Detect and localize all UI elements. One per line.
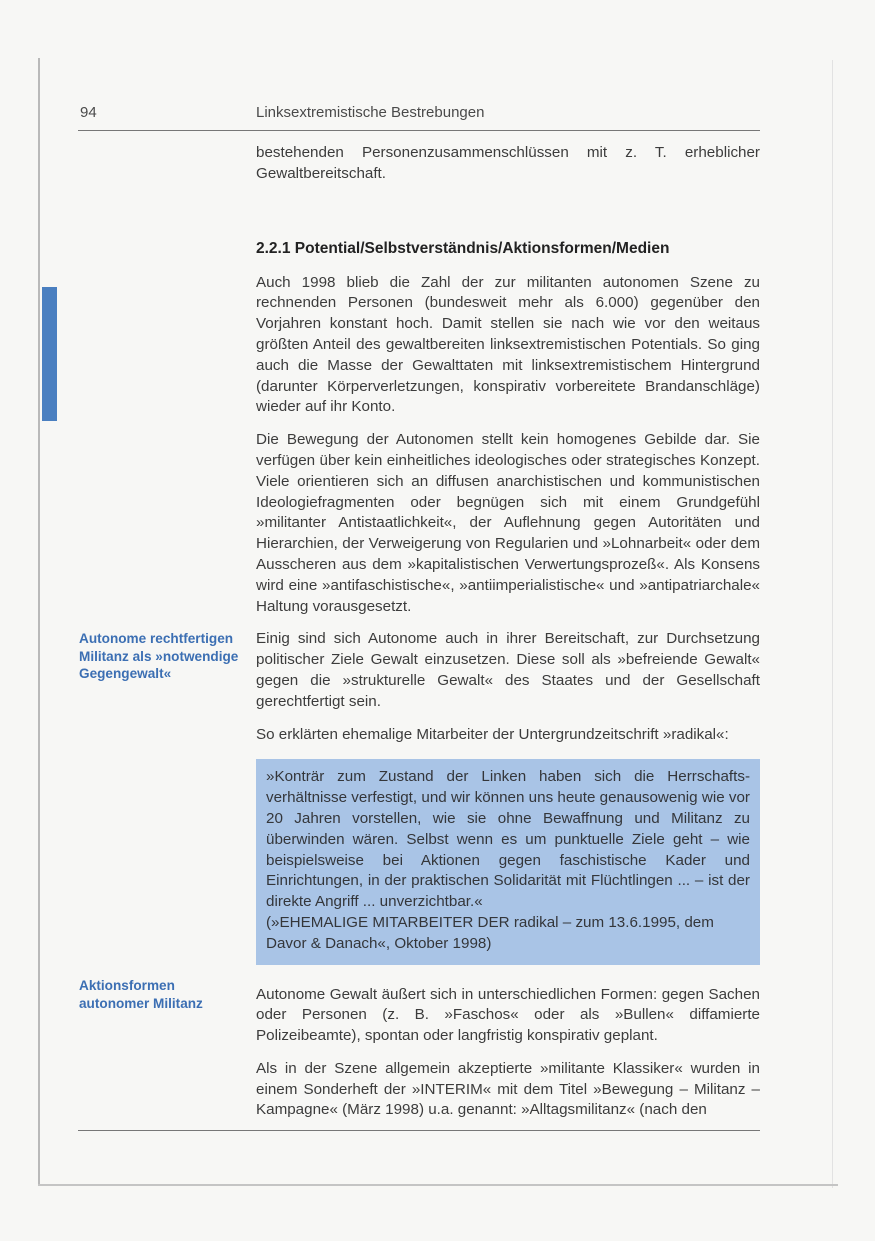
margin-marker-bar (42, 287, 57, 421)
sidenote-aktionsformen: Aktionsformen autonomer Militanz (79, 978, 203, 1011)
scan-edge-bottom (38, 1184, 838, 1186)
quote-source: (»EHEMALIGE MITARBEITER DER radikal – zum 13.6.1995, dem Davor & Danach«, Oktober 1998) (266, 913, 714, 952)
paragraph-intro: bestehenden Personenzusammenschlüssen mit z. T. erheblicher Gewaltbereitschaft. (256, 144, 760, 182)
paragraph-bewegung: Die Bewegung der Autonomen stellt kein homogenes Gebilde dar. Sie verfügen über kein einheitliches ideologisches oder strategisches Konzept. Viele orientieren sich an diffusen anarchistischen und kommunistischen Ideologiefragmenten oder begnügen sich mit einem Grundgefühl »militanter Antistaatlichkeit«, der Auflehnung gegen Autoritäten und Hierarchien, der Verweigerung von Regularien und »Lohnarbeit« oder dem Ausscheren aus dem »kapitalistischen Verwertungsprozeß«. Als Konsens wird eine »antifaschistische«, »antiimperialistische« und »antipatriarchale« Haltung vorausgesetzt. (256, 431, 760, 615)
paragraph-klassiker: Als in der Szene allgemein akzeptierte »militante Klassiker« wurden in einem Sonderheft der »INTERIM« mit dem Titel »Bewegung – Militanz – Kampagne« (März 1998) u.a. genannt: »Alltagsmilitanz« (nach den (256, 1059, 760, 1119)
quote-box (256, 759, 760, 964)
running-title: Linksextremistische Bestrebungen (256, 104, 485, 121)
sidenote-militanz: Autonome rechtfertigen Militanz als »notwendige Gegengewalt« (79, 631, 239, 681)
paragraph-radikal-intro: So erklärten ehemalige Mitarbeiter der Untergrundzeitschrift »radikal«: (256, 725, 729, 743)
header-rule (78, 130, 760, 131)
scan-edge-left (38, 58, 40, 1186)
section-heading: 2.2.1 Potential/Selbstverständnis/Aktionsformen/Medien (256, 239, 670, 257)
scan-edge-right (832, 60, 833, 1188)
footer-rule (78, 1130, 760, 1131)
paragraph-autonome-gewalt: Autonome Gewalt äußert sich in unterschiedlichen Formen: gegen Sachen oder Personen (z. B. »Faschos« oder als »Bullen« diffamierte Polizeibeamte), spontan oder langfristig konspirativ geplant. (256, 985, 760, 1045)
page-number: 94 (80, 104, 97, 121)
quote-text: »Konträr zum Zustand der Linken haben sich die Herrschaftsverhältnisse verfestigt, und wir können uns heute genausowenig wie vor 20 Jahren vorstellen, wie sie ohne Bewaffnung und Militanz zu überwinden wären. Selbst wenn es um punktuelle Ziele geht – wie beispielsweise bei Aktionen gegen faschistische Kader und Einrichtungen, in der praktischen Solidarität mit Flüchtlingen ... – ist der direkte Angriff ... unverzichtbar.« (266, 768, 750, 911)
paragraph-gewalt: Einig sind sich Autonome auch in ihrer Bereitschaft, zur Durchsetzung politischer Ziele Gewalt einzusetzen. Diese soll als »befreiende Gewalt« gegen die »strukturelle Gewalt« des Staates und der Gesellschaft gerechtfertigt sein. (256, 630, 760, 710)
paragraph-potential: Auch 1998 blieb die Zahl der zur militanten autonomen Szene zu rechnenden Personen (bundesweit mehr als 6.000) gegenüber den Vorjahren konstant hoch. Damit stellen sie nach wie vor den weitaus größten Anteil des gewaltbereiten linksextremistischen Potentials. So ging auch die Masse der Gewalttaten mit linksextremistischem Hintergrund (darunter Körperverletzungen, konspirativ vorbereitete Brandanschläge) wieder auf ihr Konto. (256, 273, 760, 416)
main-text-column (256, 143, 760, 1121)
